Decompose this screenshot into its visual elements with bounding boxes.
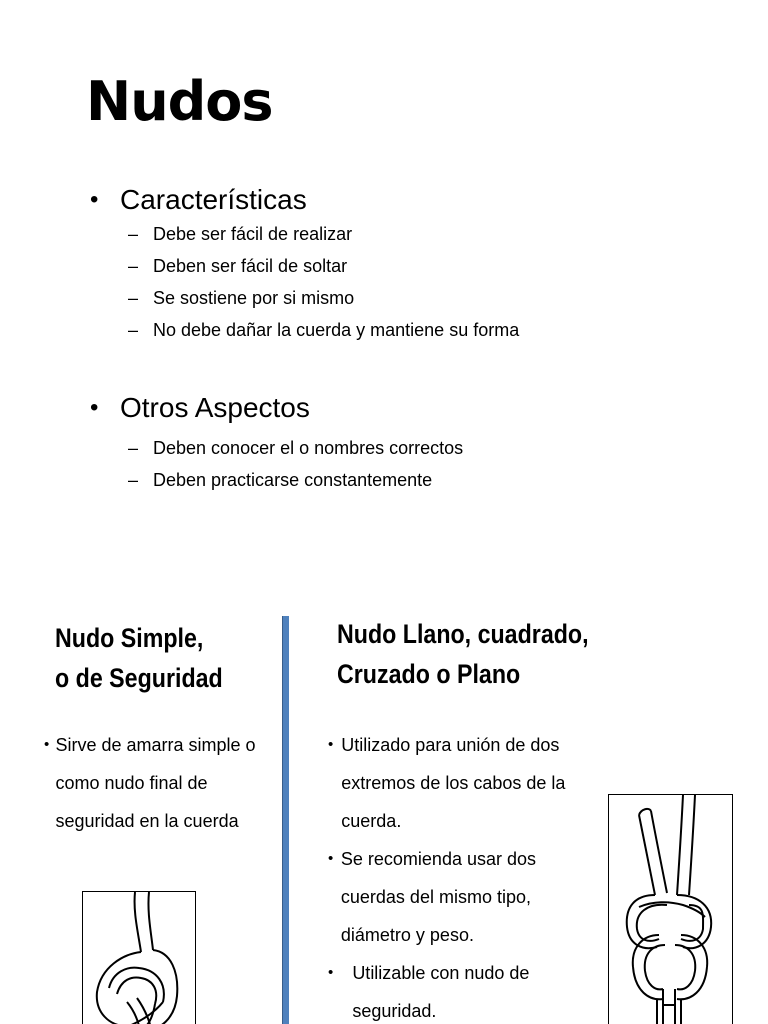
- bullet-icon: •: [44, 736, 50, 753]
- list-item: – No debe dañar la cuerda y mantiene su forma: [128, 314, 519, 346]
- section-caracteristicas: [90, 182, 519, 346]
- bullet-icon: •: [328, 964, 334, 981]
- slide-tipos-nudos: [0, 596, 768, 1024]
- dash-icon: –: [128, 438, 139, 458]
- sub-list: [90, 432, 463, 496]
- dash-icon: –: [128, 320, 139, 340]
- simple-knot-icon: [83, 892, 195, 1024]
- bullet-icon: •: [90, 186, 99, 213]
- right-column-heading: Nudo Llano, cuadrado, Cruzado o Plano: [337, 619, 589, 689]
- list-item: – Deben ser fácil de soltar: [128, 250, 519, 282]
- list-item: – Debe ser fácil de realizar: [128, 218, 519, 250]
- list-item: • Utilizado para unión de dos extremos de los cabos de la cuerda.: [328, 726, 568, 840]
- section-heading: Otros Aspectos: [120, 392, 310, 423]
- list-item: – Deben practicarse constantemente: [128, 464, 463, 496]
- bullet-icon: •: [328, 736, 334, 753]
- dash-icon: –: [128, 256, 139, 276]
- square-knot-icon: [609, 795, 732, 1024]
- list-item: • Se recomienda usar dos cuerdas del mismo tipo, diámetro y peso.: [328, 840, 568, 954]
- slide-title: Nudos: [86, 70, 273, 133]
- list-item: • Sirve de amarra simple o como nudo final de seguridad en la cuerda: [44, 726, 264, 840]
- dash-icon: –: [128, 224, 139, 244]
- dash-icon: –: [128, 470, 139, 490]
- list-item: – Se sostiene por si mismo: [128, 282, 519, 314]
- simple-knot-illustration: [82, 891, 196, 1024]
- list-item: • Utilizable con nudo de seguridad.: [328, 954, 568, 1024]
- left-column-heading: Nudo Simple, o de Seguridad: [55, 623, 223, 693]
- sub-list: [90, 218, 519, 346]
- column-divider: [282, 616, 289, 1024]
- section-heading: Características: [120, 184, 307, 215]
- section-otros-aspectos: [90, 390, 463, 496]
- square-knot-illustration: [608, 794, 733, 1024]
- left-column-list: [44, 726, 264, 840]
- bullet-icon: •: [90, 394, 99, 421]
- right-column-list: [328, 726, 588, 1024]
- bullet-icon: •: [328, 850, 334, 867]
- dash-icon: –: [128, 288, 139, 308]
- list-item: – Deben conocer el o nombres correctos: [128, 432, 463, 464]
